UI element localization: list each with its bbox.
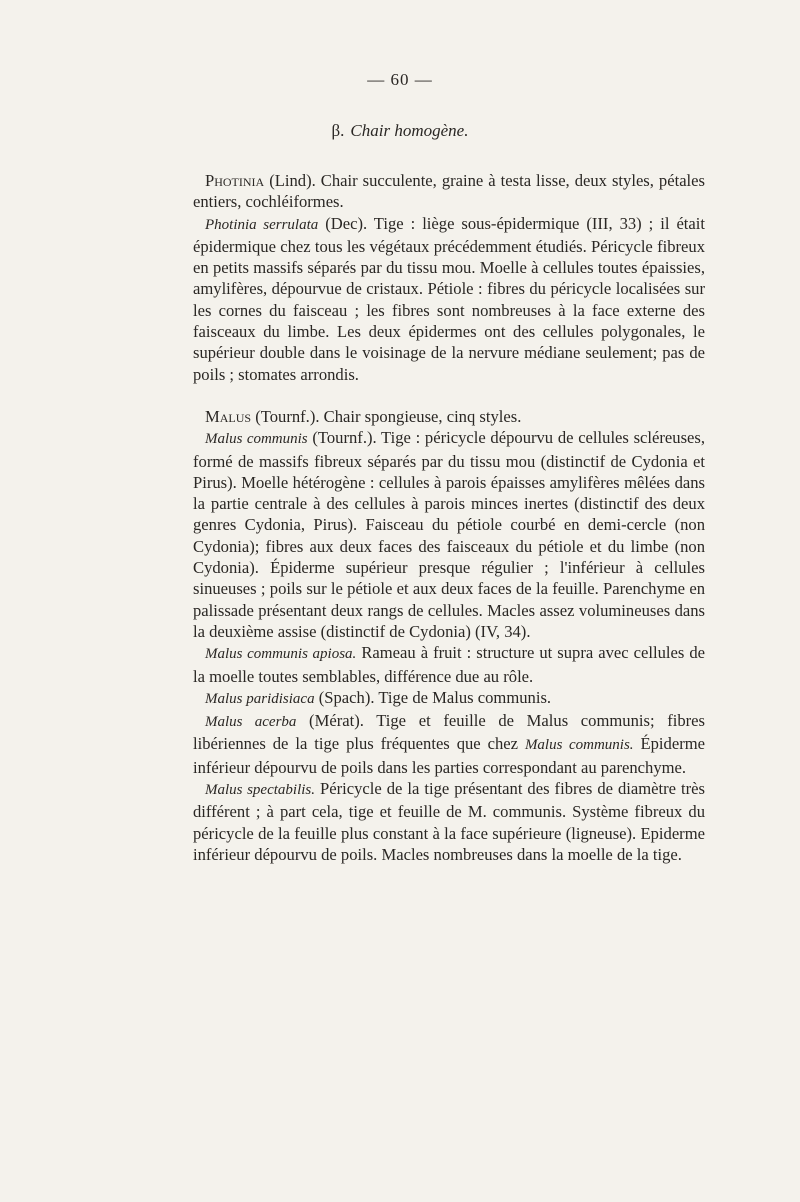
malus-communis-description: (Tournf.). Tige : péricycle dépourvu de cellules scléreuses, formé de massifs fibreux séparés par du tissu mou (distinctif de Cydonia et Pirus). Moelle hétérogène : cellules à parois épaisses amylifères mêlées dans la partie centrale à des cellules à parois minces inertes (distinctif des deux genres Cydonia, Pirus). Faisceau du pétiole courbé en demi-cercle (non Cydonia); fibres aux deux faces des faisceaux du pétiole et du limbe (non Cydonia). Épiderme supérieur presque régulier ; l'inférieur à cellules sinueuses ; poils sur le pétiole et aux deux faces de la feuille. Parenchyme en palissade présentant deux rangs de cellules. Macles assez volumineuses dans la deuxième assise (distinctif de Cydonia) (IV, 34). (193, 428, 706, 641)
photinia-genus-paragraph (193, 170, 705, 213)
photinia-genus-description: (Lind). Chair succulente, graine à testa lisse, deux styles, pétales entiers, cochléiformes. (193, 171, 705, 212)
malus-communis-paragraph (193, 427, 705, 642)
malus-apiosa-paragraph (193, 642, 705, 687)
malus-paridisiaca-paragraph (193, 687, 705, 710)
section-letter: β. (331, 121, 345, 140)
malus-acerba-paragraph (193, 710, 705, 778)
photinia-serrulata-description: (Dec). Tige : liège sous-épidermique (III, 33) ; il était épidermique chez tous les végétaux précédemment étudiés. Péricycle fibreux en petits massifs séparés par du tissu mou. Moelle à cellules toutes épaissies, amylifères, dépourvue de cristaux. Pétiole : fibres du péricycle localisées sur les cornes du faisceau ; les fibres sont nombreuses à la face externe des faisceaux du limbe. Les deux épidermes ont des cellules polygonales, le supérieur double dans le voisinage de la nervure médiane seulement; pas de poils ; stomates arrondis. (193, 213, 706, 384)
body-text (193, 170, 705, 865)
malus-genus-description: (Tournf.). Chair spongieuse, cinq styles. (251, 406, 522, 426)
malus-acerba-description: (Mérat). Tige et feuille de Malus communis; fibres libériennes de la tige plus fréquentes que chez (193, 711, 705, 754)
paragraph-gap (193, 385, 705, 406)
section-title: Chair homogène. (350, 121, 469, 140)
malus-communis-name: Malus communis (205, 431, 308, 448)
malus-acerba-description-continued: Épiderme inférieur dépourvu de poils dans les parties correspondant au parenchyme. (193, 734, 706, 777)
page-number: — 60 — (367, 70, 433, 89)
malus-paridisiaca-description: (Spach). Tige de Malus communis. (314, 687, 552, 707)
malus-acerba-name: Malus acerba (205, 714, 297, 731)
malus-apiosa-description: Rameau à fruit : structure ut supra avec cellules de la moelle toutes semblables, différence due au rôle. (193, 643, 705, 686)
photinia-serrulata-name: Photinia serrulata (205, 216, 319, 233)
malus-apiosa-name: Malus communis apiosa. (205, 646, 357, 663)
malus-spectabilis-name: Malus spectabilis. (205, 782, 316, 799)
malus-genus-name: Malus (205, 406, 252, 426)
photinia-serrulata-paragraph (193, 213, 705, 385)
malus-acerba-reference: Malus communis. (524, 737, 634, 754)
photinia-genus-name: Photinia (205, 171, 265, 190)
malus-spectabilis-description: Péricycle de la tige présentant des fibres de diamètre très différent ; à part cela, tige et feuille de M. communis. Système fibreux du péricycle de la feuille plus constant à la face supérieure (ligneuse). Epiderme inférieur dépourvu de poils. Macles nombreuses dans la moelle de la tige. (193, 779, 705, 864)
malus-genus-paragraph (193, 406, 705, 427)
malus-paridisiaca-name: Malus paridisiaca (205, 690, 315, 707)
section-heading (0, 121, 800, 141)
malus-spectabilis-paragraph (193, 778, 705, 865)
